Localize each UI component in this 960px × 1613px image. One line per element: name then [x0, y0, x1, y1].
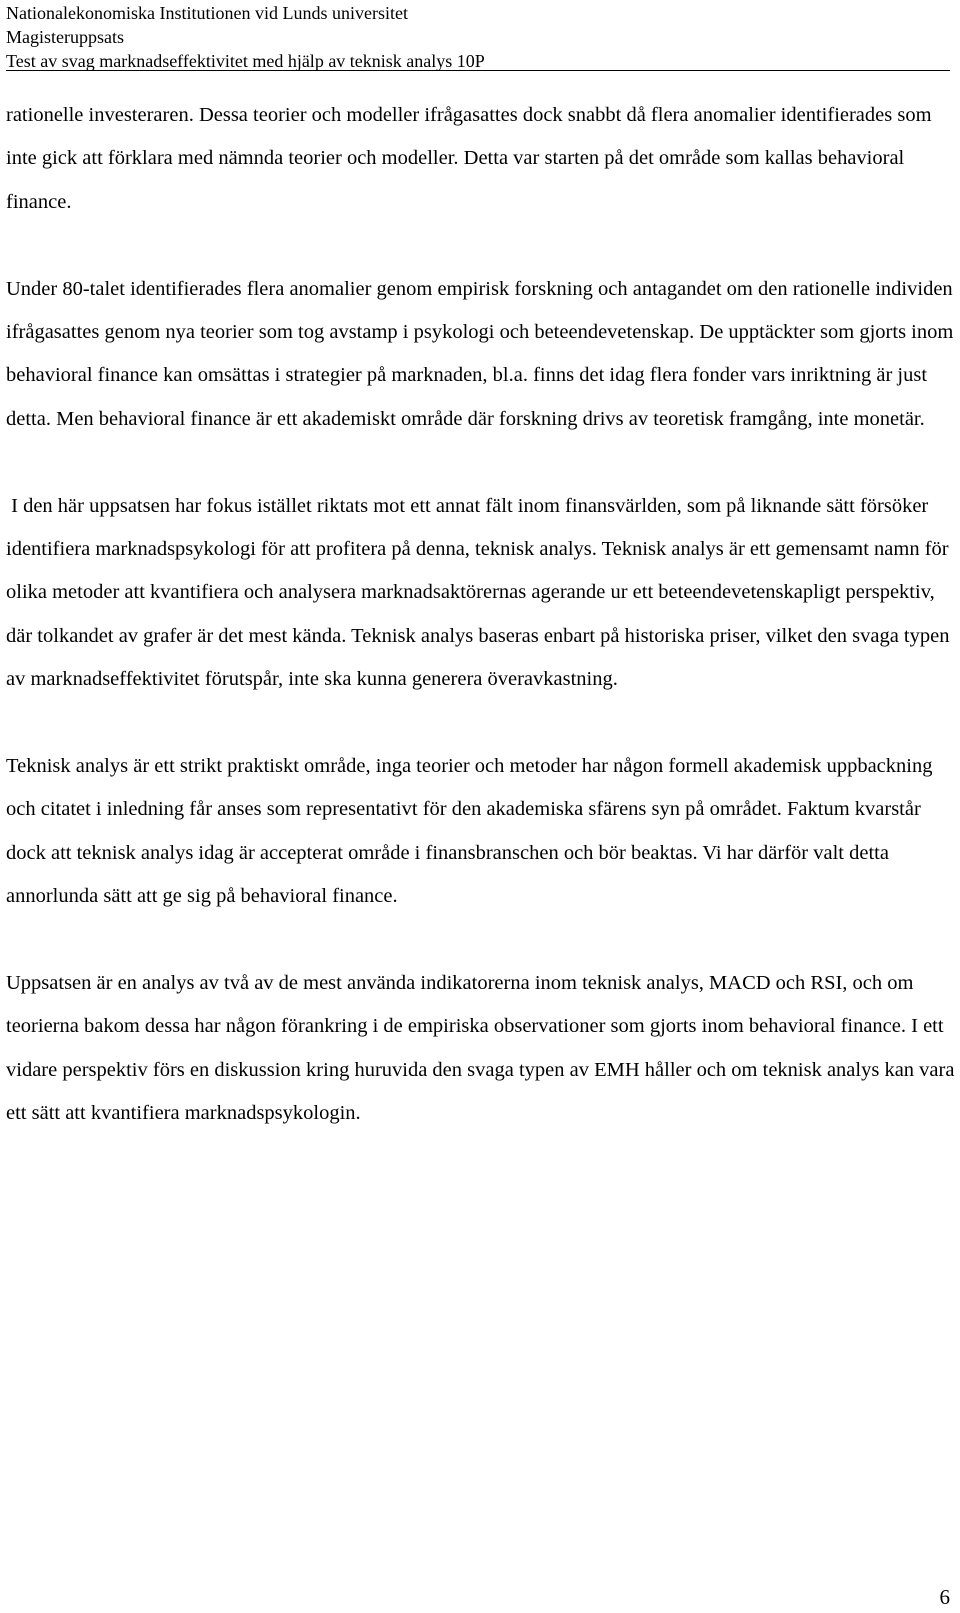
running-header	[6, 0, 950, 73]
header-divider	[6, 70, 950, 71]
paragraph-1: rationelle investeraren. Dessa teorier och modeller ifrågasattes dock snabbt då flera anomalier identifierades som inte gick att förklara med nämnda teorier och modeller. Detta var starten på det område som kallas behavioral finance.	[6, 104, 932, 213]
header-title: Test av svag marknadseffektivitet med hjälp av teknisk analys 10P	[6, 51, 485, 71]
paragraph-3: I den här uppsatsen har fokus istället riktats mot ett annat fält inom finansvärlden, som på liknande sätt försöker identifiera marknadspsykologi för att profitera på denna, teknisk analys. Teknisk analys är ett gemensamt namn för olika metoder att kvantifiera och analysera marknadsaktörernas agerande ur ett beteendevetenskapligt perspektiv, där tolkandet av grafer är det mest kända. Teknisk analys baseras enbart på historiska priser, vilket den svaga typen av marknadseffektivitet förutspår, inte ska kunna generera överavkastning.	[6, 494, 955, 691]
header-document-type: Magisteruppsats	[6, 27, 124, 47]
paragraph-2: Under 80-talet identifierades flera anomalier genom empirisk forskning och antagandet om den rationelle individen ifrågasattes genom nya teorier som tog avstamp i psykologi och beteendevetenskap. De upptäckter som gjorts inom behavioral finance kan omsättas i strategier på marknaden, bl.a. finns det idag flera fonder vars inriktning är just detta. Men behavioral finance är ett akademiskt område där forskning drivs av teoretisk framgång, inte monetär.	[6, 277, 954, 430]
page-number: 6	[939, 1585, 950, 1609]
header-institution: Nationalekonomiska Institutionen vid Lunds universitet	[6, 3, 408, 23]
paragraph-4: Teknisk analys är ett strikt praktiskt område, inga teorier och metoder har någon formell akademisk uppbackning och citatet i inledning får anses som representativt för den akademiska sfärens syn på området. Faktum kvarstår dock att teknisk analys idag är accepterat område i finansbranschen och bör beaktas. Vi har därför valt detta annorlunda sätt att ge sig på behavioral finance.	[6, 755, 933, 908]
main-text	[6, 94, 956, 1179]
paragraph-5: Uppsatsen är en analys av två av de mest använda indikatorerna inom teknisk analys, MACD och RSI, och om teorierna bakom dessa har någon förankring i de empiriska observationer som gjorts inom behavioral finance. I ett vidare perspektiv förs en diskussion kring huruvida den svaga typen av EMH håller och om teknisk analys kan vara ett sätt att kvantifiera marknadspsykologin.	[6, 972, 955, 1125]
